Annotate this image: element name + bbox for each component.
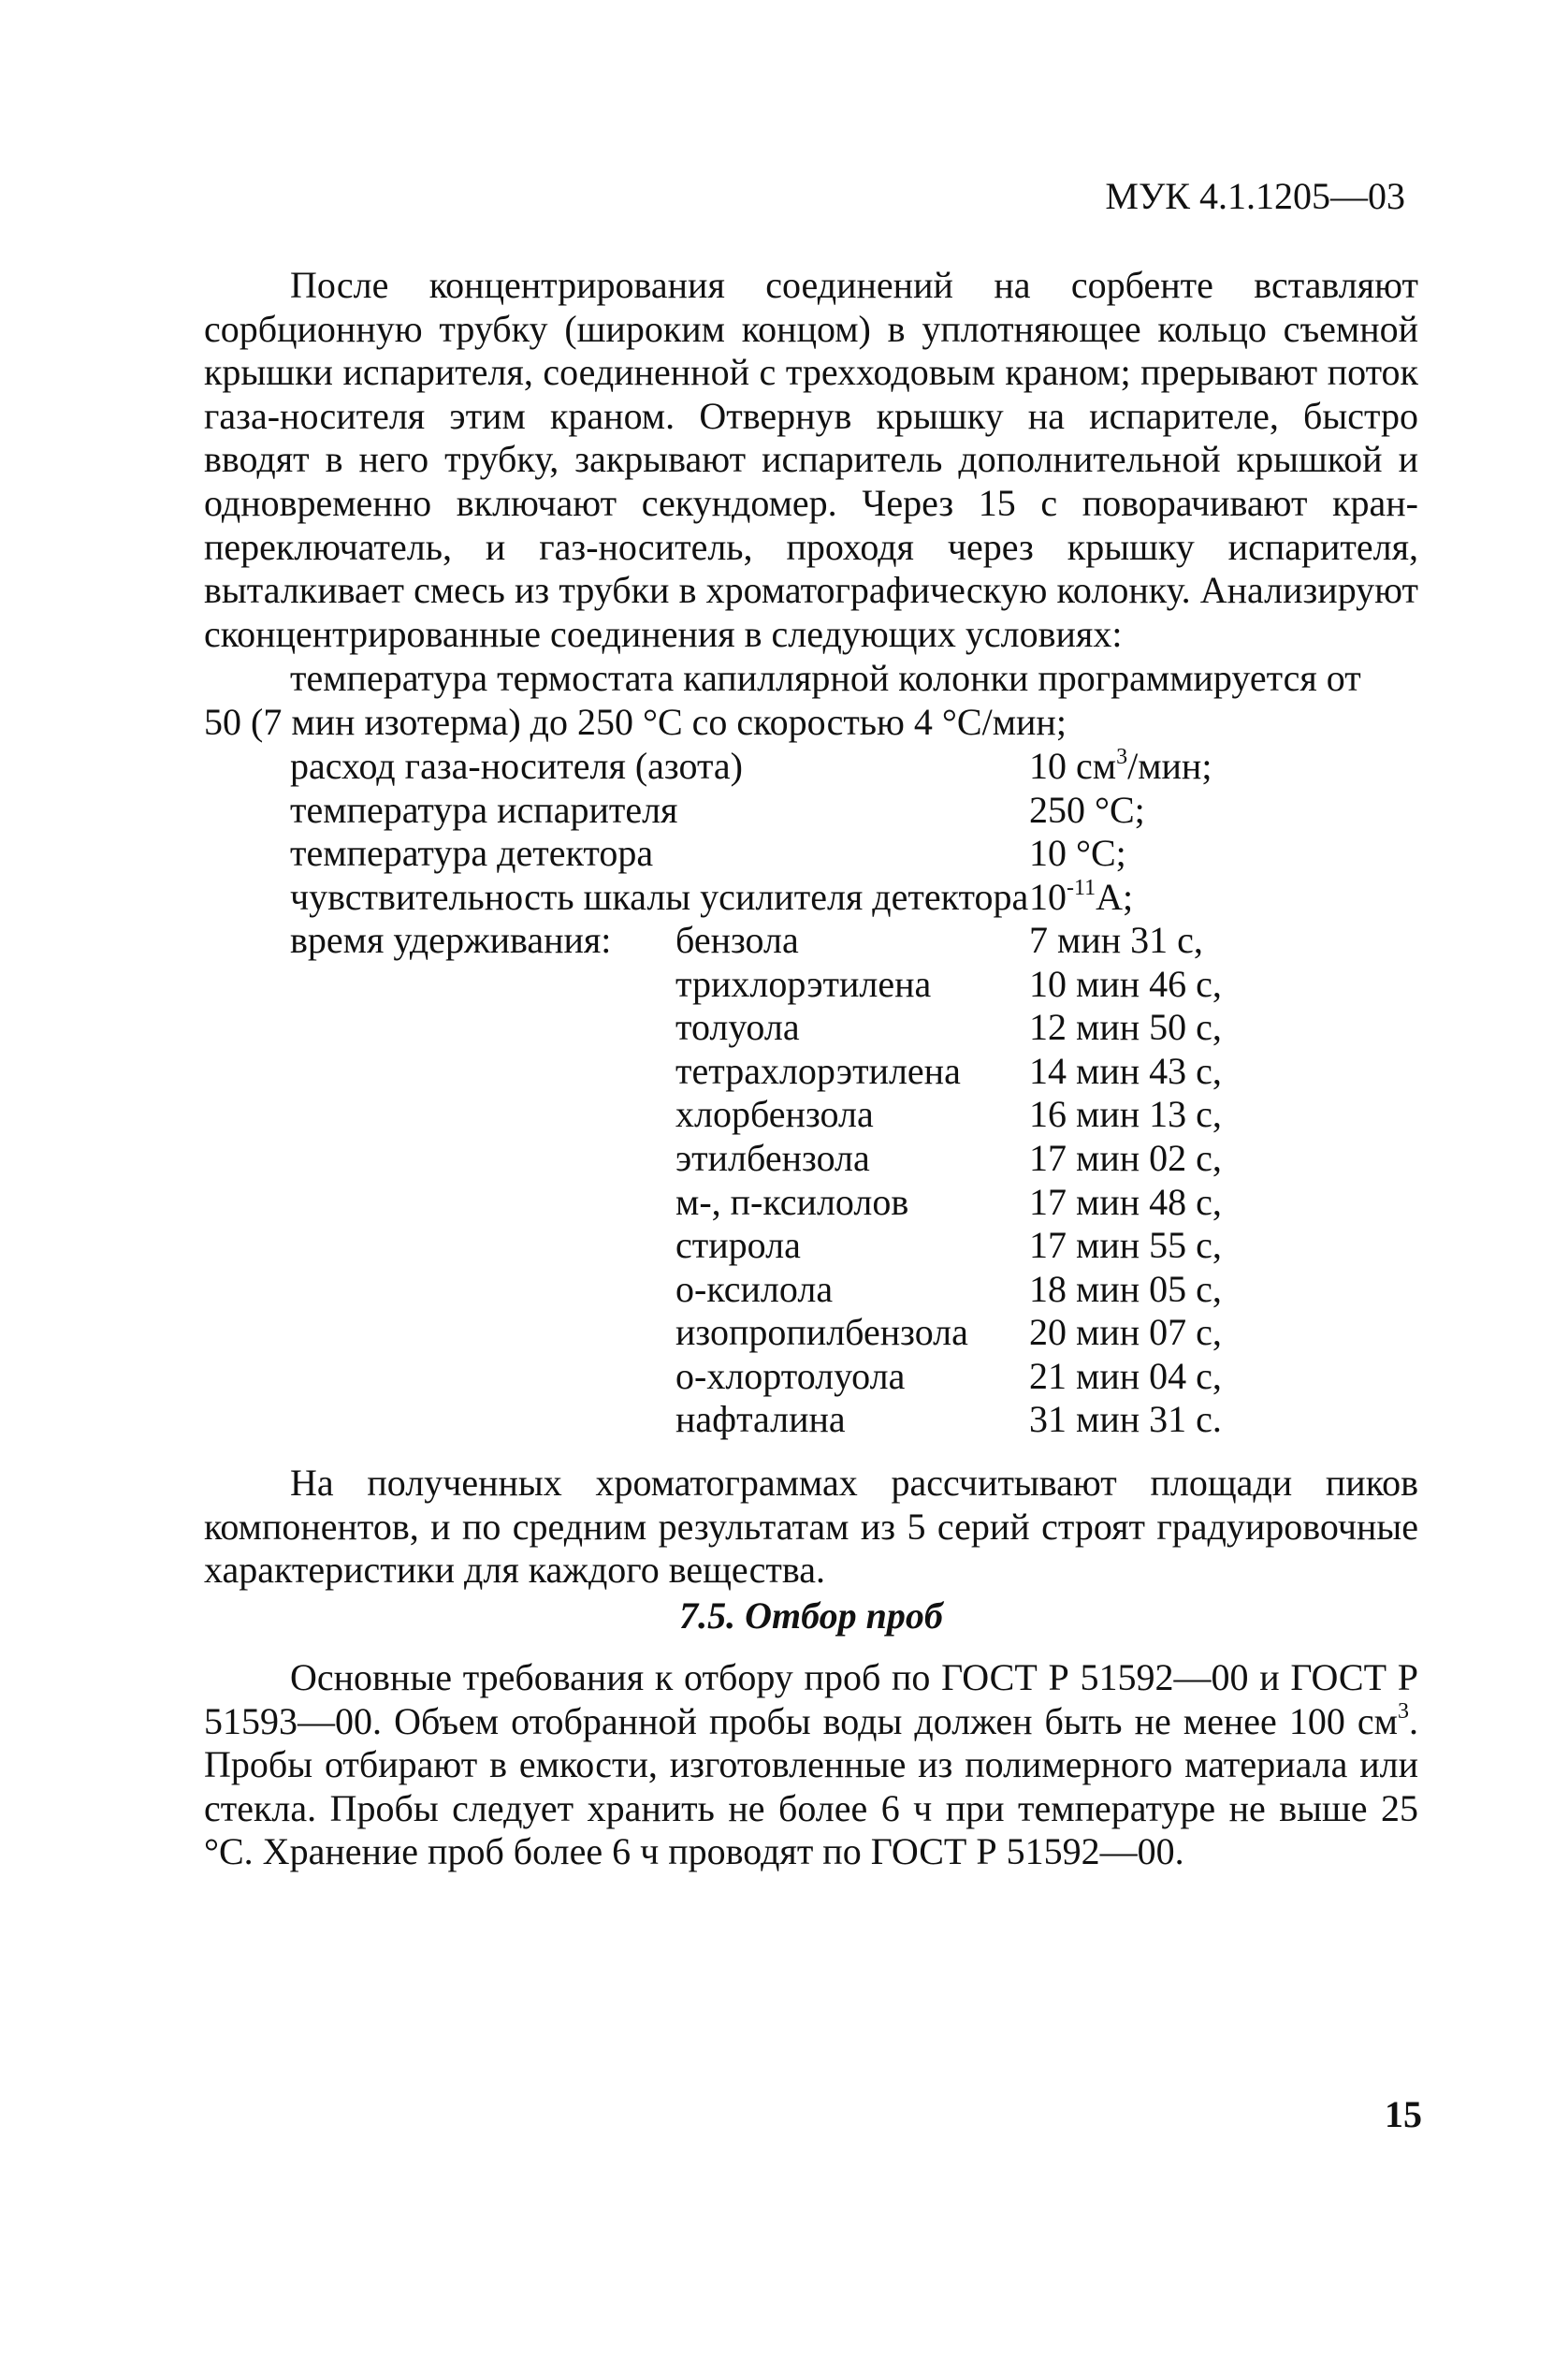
retention-row: стирола 17 мин 55 с, <box>675 1224 1222 1266</box>
document-id: МУК 4.1.1205—03 <box>1105 175 1405 217</box>
param-label: расход газа-носителя (азота) <box>290 745 744 787</box>
param-value: 250 °С; <box>1029 789 1145 831</box>
retention-row: о-ксилола 18 мин 05 с, <box>675 1268 1222 1310</box>
retention-row: тетрахлорэтилена 14 мин 43 с, <box>675 1050 1222 1092</box>
retention-row: хлорбензола 16 мин 13 с, <box>675 1093 1222 1135</box>
param-label: температура испарителя <box>290 789 678 831</box>
param-row-sensitivity <box>290 875 1134 920</box>
param-row-detector-temp <box>290 832 1126 876</box>
retention-row: м-, п-ксилолов 17 мин 48 с, <box>675 1181 1222 1223</box>
retention-row: бензола 7 мин 31 с, <box>675 919 1203 961</box>
param-value: $10^{-11}А$; <box>1029 875 1134 918</box>
temperature-program <box>204 657 1418 744</box>
retention-row: толуола 12 мин 50 с, <box>675 1006 1222 1048</box>
param-label: чувствительность шкалы усилителя детектора <box>290 876 1029 918</box>
section-title: 7.5. Отбор проб <box>679 1594 943 1637</box>
param-row-carrier-gas <box>290 744 1212 789</box>
param-label: температура детектора <box>290 832 654 874</box>
retention-label: время удерживания: <box>290 919 612 961</box>
retention-row: нафталина 31 мин 31 с. <box>675 1398 1222 1440</box>
param-row-evaporator-temp <box>290 789 1145 833</box>
param-value: 10 °С; <box>1029 832 1126 874</box>
intro-paragraph: После концентрирования соединений на сорбенте вставляют сорбционную трубку (широким концом) в уплотняющее кольцо съемной крышки испарителя, соединенной с трехходовым краном; прерывают поток газа-носителя этим краном. Отвернув крышку на испарителе, быстро вводят в него трубку, закрывают испаритель дополнительной крышкой и одновременно включают секундомер. Через 15 с поворачивают кран-переключатель, и газ-носитель, проходя через крышку испарителя, выталкивает смесь из трубки в хроматографическую колонку. Анализируют сконцентрированные соединения в следующих условиях: <box>204 264 1418 655</box>
temperature-program-line1: температура термостата капиллярной колонки программируется от <box>290 657 1361 699</box>
retention-row: изопропилбензола 20 мин 07 с, <box>675 1311 1222 1353</box>
page-number: 15 <box>1385 2093 1422 2135</box>
temperature-program-line2: 50 (7 мин изотерма) до 250 °С со скоростью 4 °С/мин; <box>204 700 1067 743</box>
calibration-paragraph: На полученных хроматограммах рассчитывают площади пиков компонентов, и по средним результатам из 5 серий строят градуировочные характеристики для каждого вещества. <box>204 1462 1418 1592</box>
retention-row: о-хлортолуола 21 мин 04 с, <box>675 1355 1222 1397</box>
retention-row: трихлорэтилена 10 мин 46 с, <box>675 963 1222 1005</box>
sampling-paragraph: Основные требования к отбору проб по ГОСТ Р 51592—00 и ГОСТ Р 51593—00. Объем отобранной пробы воды должен быть не менее 100 $см^3$. Пробы отбирают в емкости, изготовленные из полимерного материала или стекла. Пробы следует хранить не более 6 ч при температуре не выше 25 °С. Хранение проб более 6 ч проводят по ГОСТ Р 51592—00. <box>204 1656 1418 1873</box>
param-value: 10 $см^3$/мин; <box>1029 744 1212 787</box>
retention-row: этилбензола 17 мин 02 с, <box>675 1137 1222 1179</box>
